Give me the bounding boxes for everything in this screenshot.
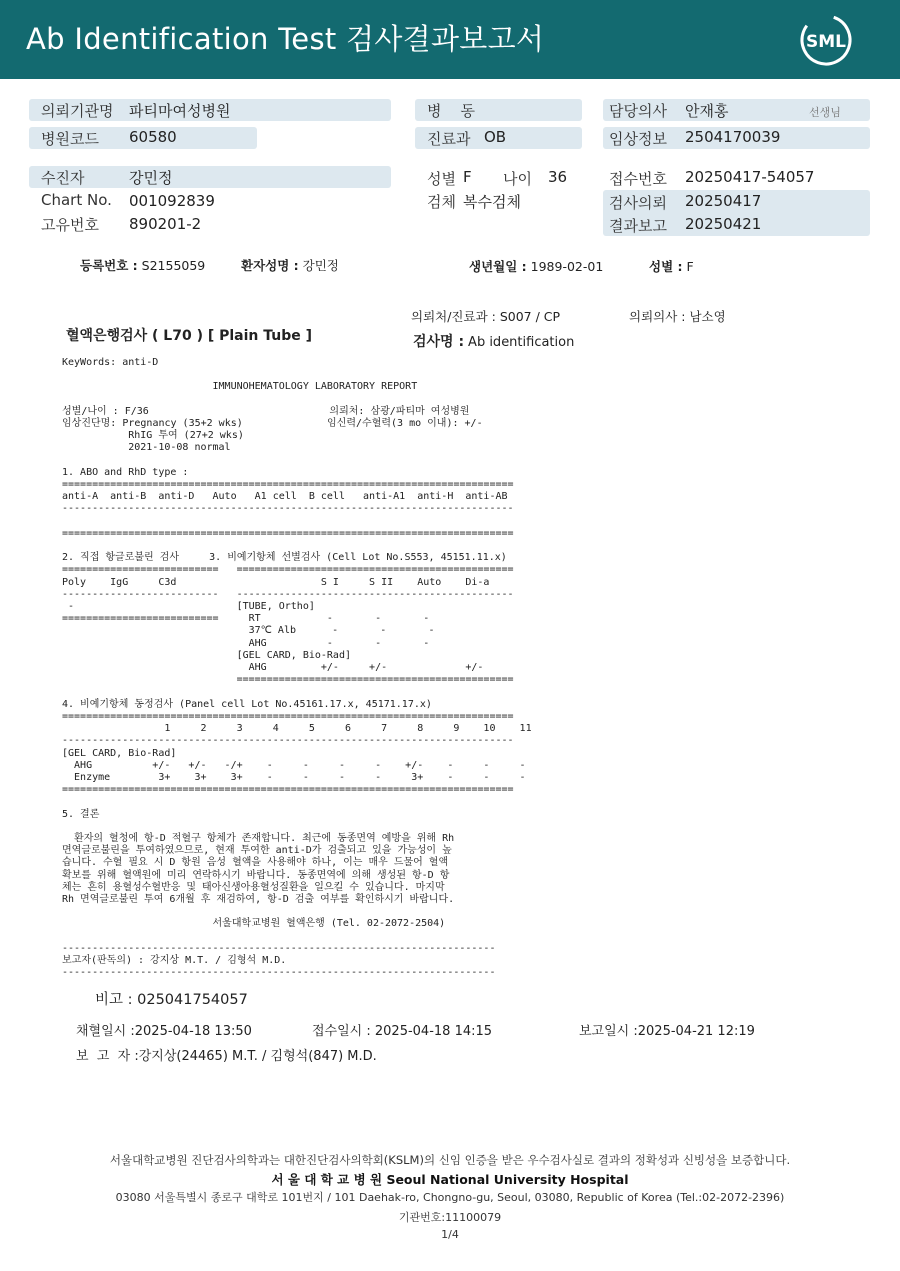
req-inst-value: 파티마여성병원 <box>129 102 231 120</box>
dept-value: OB <box>484 128 507 146</box>
clinical-label: 임상정보 <box>609 130 667 148</box>
recv-value: 20250417-54057 <box>685 168 815 186</box>
doctor-value: 안재홍 <box>685 102 729 120</box>
specimen-value: 복수검체 <box>463 193 521 211</box>
hosp-code-value: 60580 <box>129 128 177 146</box>
received-time: 접수일시 : 2025-04-18 14:15 <box>312 1024 493 1039</box>
age-label: 나이 <box>503 170 532 188</box>
recv-label: 접수번호 <box>609 170 667 188</box>
logo-text: SML <box>806 32 846 52</box>
birth-date: 생년월일 : 1989-02-01 <box>469 259 604 274</box>
doctor-suffix: 선생님 <box>809 106 841 119</box>
report-header-bar <box>0 0 900 79</box>
hospital-name: 서 울 대 학 교 병 원 Seoul National University Hospital <box>271 1172 629 1187</box>
reported-time: 보고일시 :2025-04-21 12:19 <box>579 1024 755 1039</box>
doctor-label: 담당의사 <box>609 102 667 120</box>
chart-label: Chart No. <box>41 191 112 209</box>
certification-note: 서울대학교병원 진단검사의학과는 대한진단검사의학회(KSLM)의 신임 인증을 받은 우수검사실로 결과의 정확성과 신빙성을 보증합니다. <box>109 1153 791 1167</box>
page-number: 1/4 <box>441 1228 459 1241</box>
uid-value: 890201-2 <box>129 215 202 233</box>
patient-label: 수진자 <box>41 169 85 187</box>
sex-value: F <box>463 168 472 186</box>
dept-label: 진료과 <box>427 130 471 148</box>
reporter: 보 고 자 :강지상(24465) M.T. / 김형석(847) M.D. <box>76 1049 377 1064</box>
hosp-code-label: 병원코드 <box>41 130 99 148</box>
specimen-label: 검체 <box>427 193 456 211</box>
patient-name: 환자성명 : 강민정 <box>241 258 339 273</box>
patient-value: 강민정 <box>129 169 173 187</box>
clinical-value: 2504170039 <box>685 128 781 146</box>
report-date-label: 결과보고 <box>609 217 667 235</box>
report-date-value: 20250421 <box>685 215 762 233</box>
patient-sex: 성별 : F <box>649 259 694 274</box>
test-group: 혈액은행검사 ( L70 ) [ Plain Tube ] <box>66 328 313 344</box>
sml-logo <box>798 12 854 68</box>
institution-number: 기관번호:11100079 <box>398 1211 502 1224</box>
uid-label: 고유번호 <box>41 216 99 234</box>
test-name: 검사명 : Ab identification <box>413 334 575 350</box>
req-date-label: 검사의뢰 <box>609 194 667 212</box>
reg-no: 등록번호 : S2155059 <box>80 258 206 273</box>
requesting-physician: 의뢰의사 : 남소영 <box>629 309 726 324</box>
req-inst-label: 의뢰기관명 <box>41 102 114 120</box>
req-date-value: 20250417 <box>685 192 762 210</box>
hospital-address: 03080 서울특별시 종로구 대학로 101번지 / 101 Daehak-ro, Chongno-gu, Seoul, 03080, Republic of Korea (Tel.:02-2072-2396) <box>115 1191 785 1204</box>
source-dept: 의뢰처/진료과 : S007 / CP <box>411 309 561 324</box>
lab-report-text: KeyWords: anti-D IMMUNOHEMATOLOGY LABORATORY REPORT 성별/나이 : F/36 의뢰처: 삼광/파티마 여성병원 임상진단명: Pregnancy (35+2 wks) 임신력/수혈력(3 mo 이내): +/- RhIG 투여 (27+2 wks) 2021-10-08 normal 1. ABO and RhD type : =========================================================================== anti-A anti-B anti-D Auto A1 cell B cell anti-A1 anti-H anti-AB --------------------------------------------------------------------------- =========================================================================== 2. 직접 항글로불린 검사 3. 비예기항체 선별검사 (Cell Lot No.S553, 45151.11.x) ========================== ============================================== Poly IgG C3d S I S II Auto Di-a -------------------------- ---------------------------------------------- - [TUBE, Ortho] ========================== RT - - - 37℃ Alb - - - AHG - - - [GEL CARD, Bio-Rad] AHG +/- +/- +/- ============================================== 4. 비예기항체 동정검사 (Panel cell Lot No.45161.17.x, 45171.17.x) =========================================================================== 1 2 3 4 5 6 7 8 9 10 11 --------------------------------------------------------------------------- [GEL CARD, Bio-Rad] AHG +/- +/- -/+ - - - - +/- - - - Enzyme 3+ 3+ 3+ - - - - 3+ - - - =========================================================================== 5. 결론 환자의 혈청에 항-D 적혈구 항체가 존재합니다. 최근에 동종면역 예방을 위해 Rh 면역글로불린을 투여하였으므로, 현재 투여한 anti-D가 검출되고 있을 가능성이 높 습니다. 수혈 필요 시 D 항원 음성 혈액을 사용해야 하나, 이는 매우 드물어 혈액 확보를 위해 혈액원에 미리 연락하시기 바랍니다. 동종면역에 의해 생성된 항-D 항 체는 흔히 용혈성수혈반응 및 태아신생아용혈성질환을 일으킬 수 있습니다. 마지막 Rh 면역글로불린 투여 6개월 후 재검하여, 항-D 검출 여부를 확인하시기 바랍니다. 서울대학교병원 혈액은행 (Tel. 02-2072-2504) ------------------------------------------------------------------------ 보고자(판독의) : 강지상 M.T. / 김형석 M.D. ------------------------------------------------------------------------ <box>62 357 532 979</box>
note: 비고 : 025041754057 <box>95 992 248 1008</box>
ward-label: 병 동 <box>427 102 476 120</box>
chart-value: 001092839 <box>129 192 215 210</box>
collected-time: 채혈일시 :2025-04-18 13:50 <box>76 1024 252 1039</box>
age-value: 36 <box>548 168 568 186</box>
report-title: Ab Identification Test 검사결과보고서 <box>26 22 545 56</box>
sex-label: 성별 <box>427 170 456 188</box>
